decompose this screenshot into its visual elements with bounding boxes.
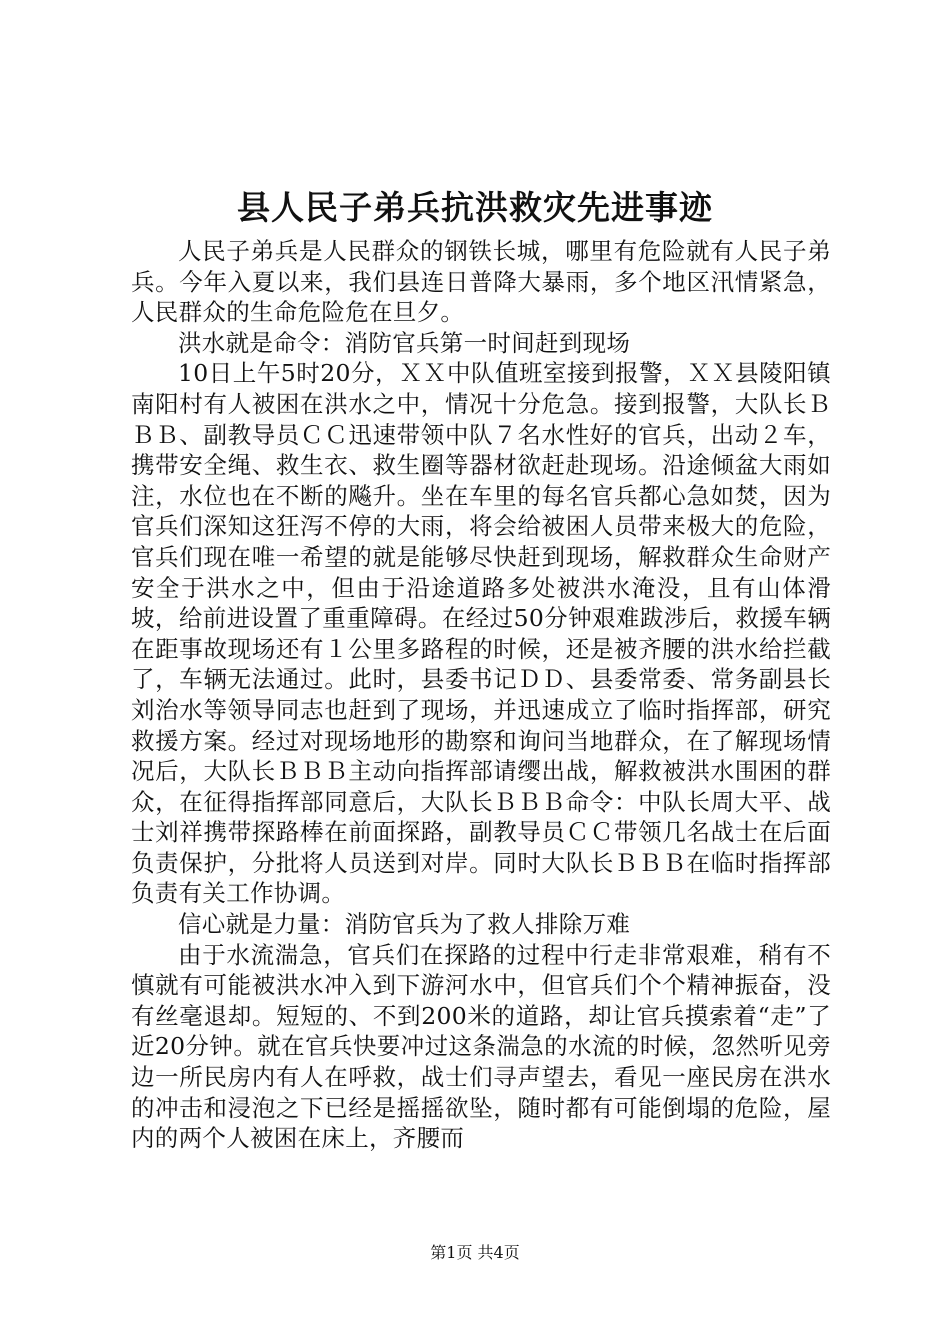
document-body xyxy=(131,236,831,1154)
paragraph-rescue-crossing: 由于水流湍急，官兵们在探路的过程中行走非常艰难，稍有不慎就有可能被洪水冲入到下游河水中，但官兵们个个精神振奋，没有丝毫退却。短短的、不到200米的道路，却让官兵摸索着“走”了近20分钟。就在官兵快要冲过这条湍急的水流的时候，忽然听见旁边一所民房内有人在呼救，战士们寻声望去，看见一座民房在洪水的冲击和浸泡之下已经是摇摇欲坠，随时都有可能倒塌的危险，屋内的两个人被困在床上，齐腰而 xyxy=(131,940,831,1153)
page-footer: 第1页 共4页 xyxy=(430,1243,520,1262)
paragraph-rescue-dispatch: 10日上午5时20分，ＸＸ中队值班室接到报警，ＸＸ县陵阳镇南阳村有人被困在洪水之中，情况十分危急。接到报警，大队长ＢＢＢ、副教导员ＣＣ迅速带领中队７名水性好的官兵，出动２车，携带安全绳、救生衣、救生圈等器材欲赶赴现场。沿途倾盆大雨如注，水位也在不断的飚升。坐在车里的每名官兵都心急如焚，因为官兵们深知这狂泻不停的大雨，将会给被困人员带来极大的危险，官兵们现在唯一希望的就是能够尽快赶到现场，解救群众生命财产安全于洪水之中，但由于沿途道路多处被洪水淹没，且有山体滑坡，给前进设置了重重障碍。在经过50分钟艰难跋涉后，救援车辆在距事故现场还有１公里多路程的时候，还是被齐腰的洪水给拦截了，车辆无法通过。此时，县委书记ＤＤ、县委常委、常务副县长刘治水等领导同志也赶到了现场，并迅速成立了临时指挥部，研究救援方案。经过对现场地形的勘察和询问当地群众，在了解现场情况后，大队长ＢＢＢ主动向指挥部请缨出战，解救被洪水围困的群众，在征得指挥部同意后，大队长ＢＢＢ命令：中队长周大平、战士刘祥携带探路棒在前面探路，副教导员ＣＣ带领几名战士在后面负责保护，分批将人员送到对岸。同时大队长ＢＢＢ在临时指挥部负责有关工作协调。 xyxy=(131,359,831,908)
paragraph-intro: 人民子弟兵是人民群众的钢铁长城，哪里有危险就有人民子弟兵。今年入夏以来，我们县连日普降大暴雨，多个地区汛情紧急，人民群众的生命危险危在旦夕。 xyxy=(131,237,831,327)
section-heading-flood-is-order: 洪水就是命令：消防官兵第一时间赶到现场 xyxy=(178,328,631,357)
section-heading-confidence-is-strength: 信心就是力量：消防官兵为了救人排除万难 xyxy=(178,910,631,939)
document-title: 县人民子弟兵抗洪救灾先进事迹 xyxy=(237,188,713,227)
